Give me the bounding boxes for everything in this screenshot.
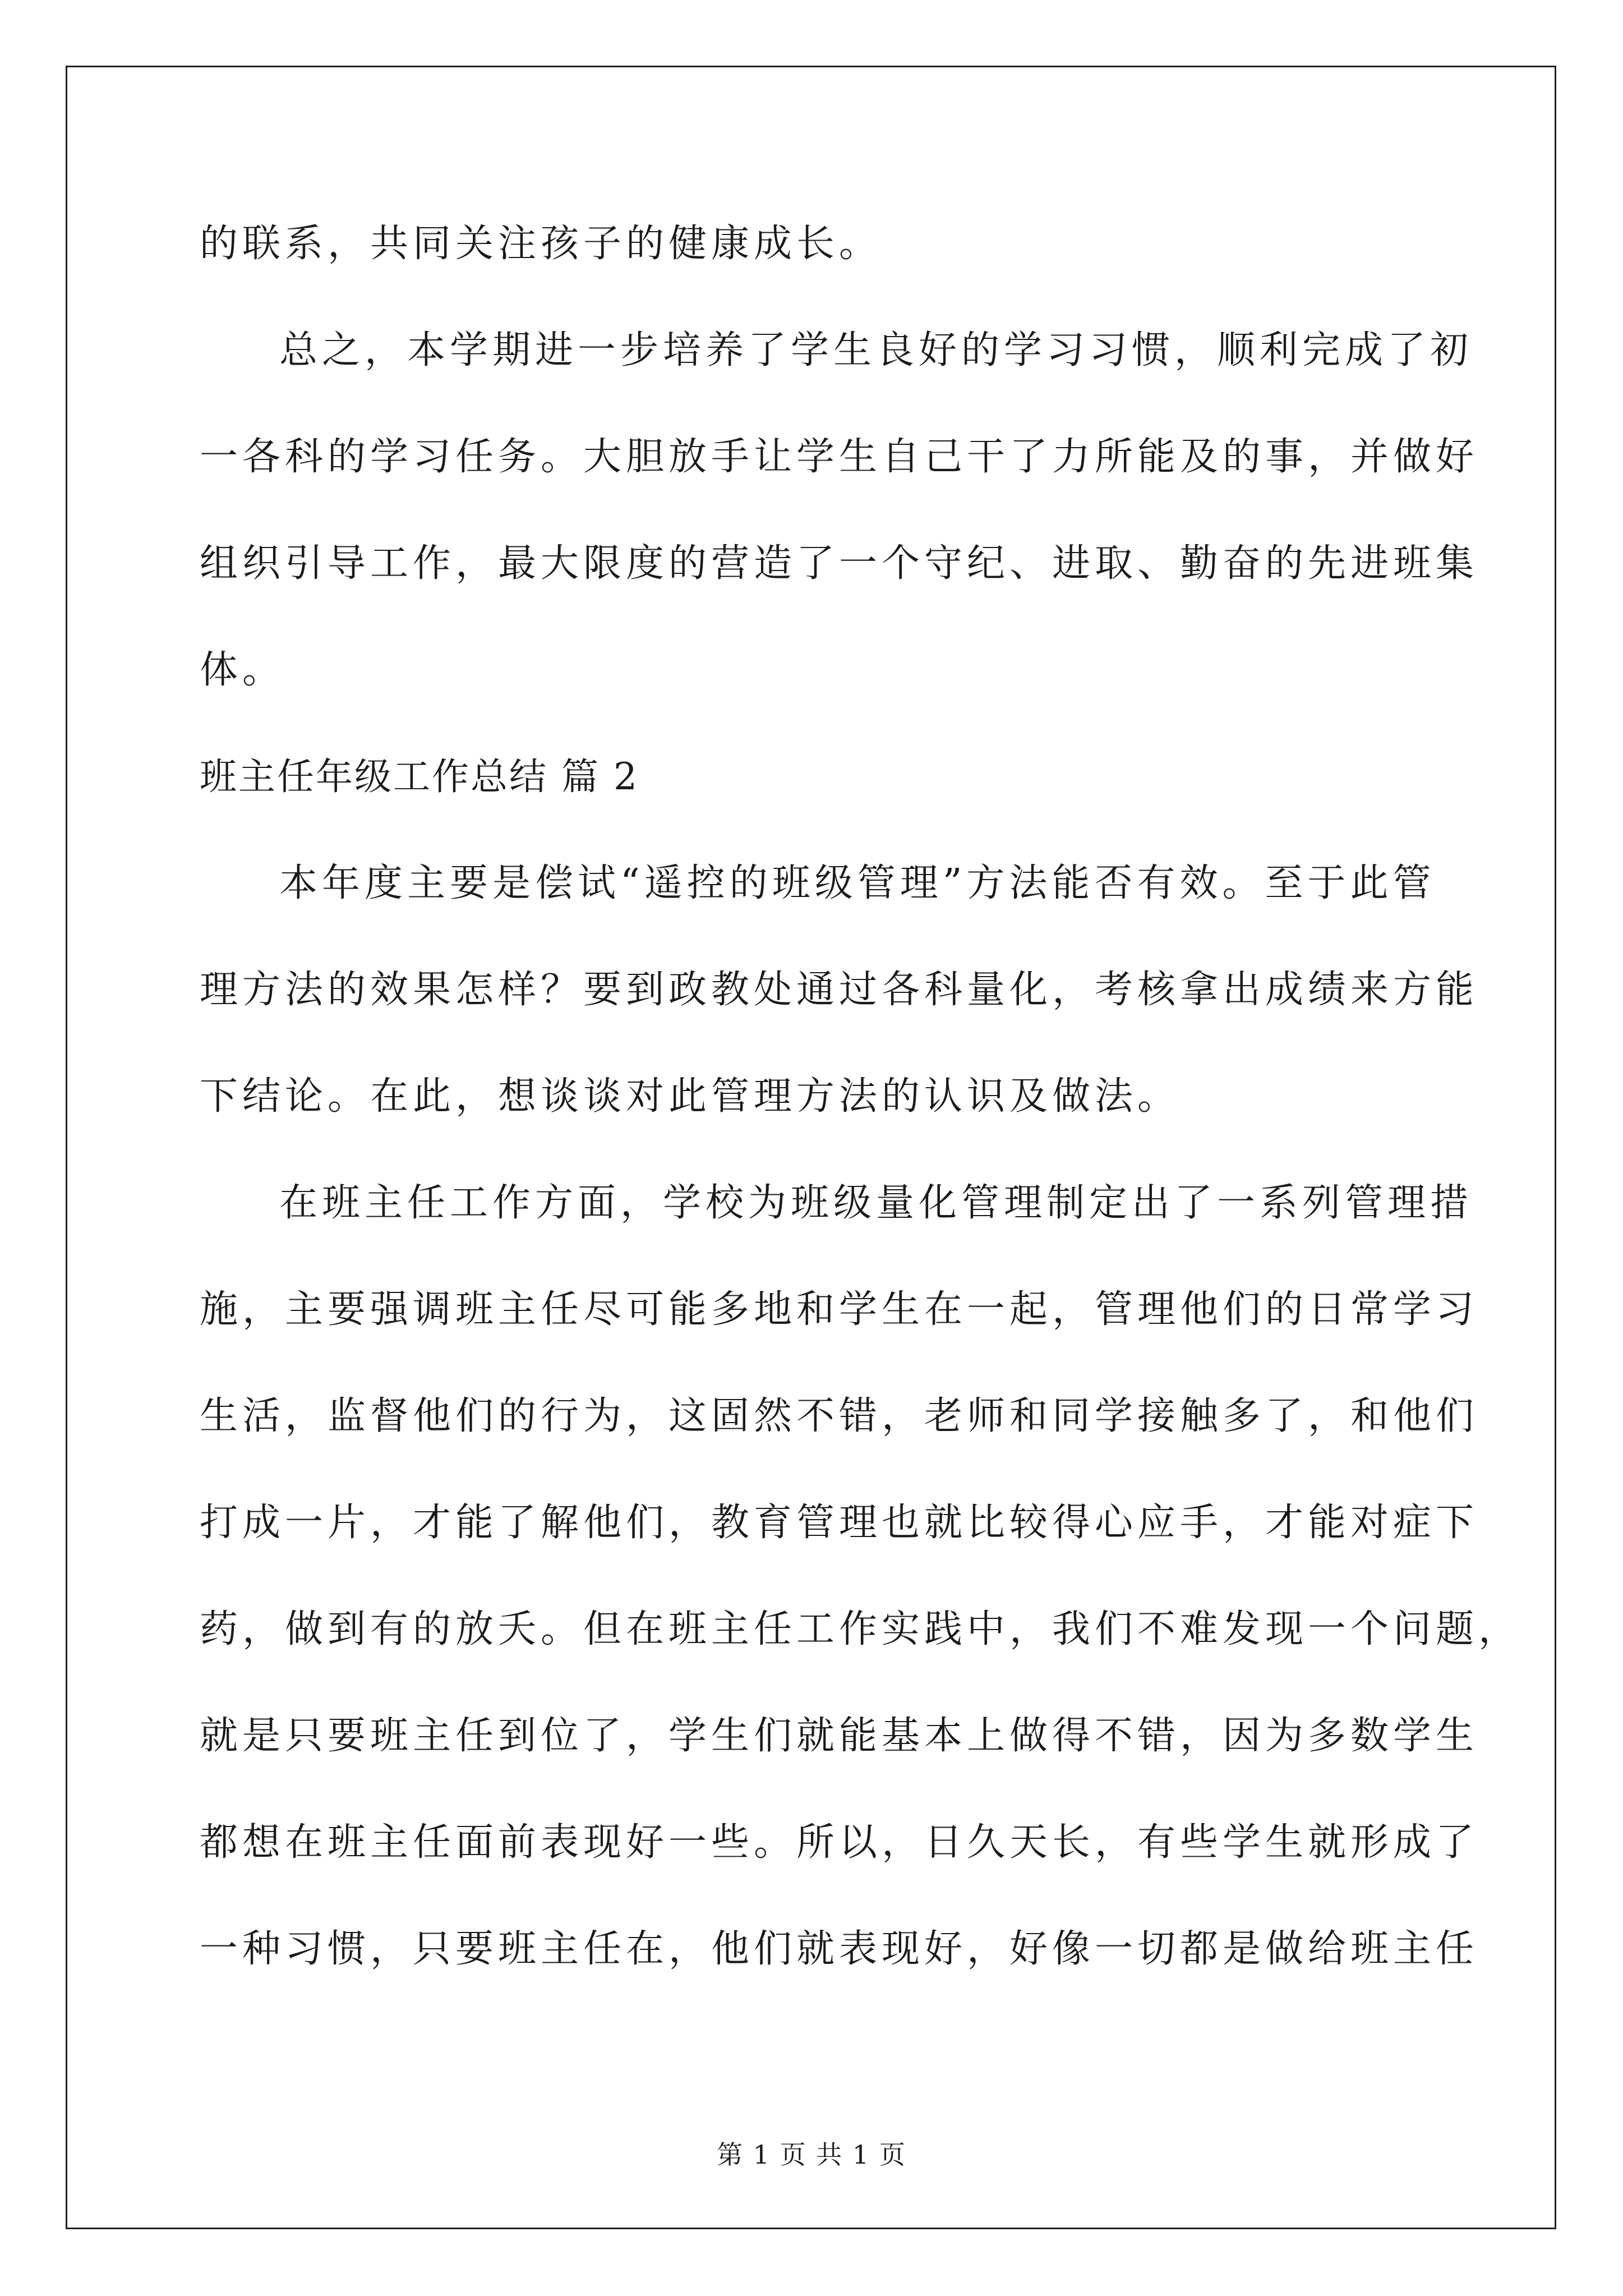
text-line: 都想在班主任面前表现好一些。所以，日久天长，有些学生就形成了 [200, 1820, 1479, 1865]
paragraph [200, 1150, 1521, 2003]
text-line: 体。 [200, 648, 285, 692]
text-line: 的联系，共同关注孩子的健康成长。 [200, 222, 882, 266]
text-line: 下结论。在此，想谈谈对此管理方法的认识及做法。 [200, 1074, 1181, 1119]
text-line: 组织引导工作，最大限度的营造了一个守纪、进取、勤奋的先进班集 [200, 541, 1479, 586]
paragraph [200, 191, 1439, 297]
text-line: 一各科的学习任务。大胆放手让学生自己干了力所能及的事，并做好 [200, 435, 1479, 479]
text-line: 就是只要班主任到位了，学生们就能基本上做得不错，因为多数学生 [200, 1714, 1479, 1758]
text-line: 在班主任工作方面，学校为班级量化管理制定出了一系列管理措 [279, 1181, 1473, 1225]
text-line: 打成一片，才能了解他们，教育管理也就比较得心应手，才能对症下 [200, 1501, 1479, 1545]
paragraph [200, 830, 1479, 1150]
section-heading: 班主任年级工作总结 篇 2 [200, 755, 639, 798]
text-line: 本年度主要是偿试“遥控的班级管理”方法能否有效。至于此管 [279, 861, 1436, 905]
text-line: 理方法的效果怎样？要到政教处通过各科量化，考核拿出成绩来方能 [200, 968, 1479, 1012]
text-line: 总之，本学期进一步培养了学生良好的学习习惯，顺利完成了初 [279, 328, 1473, 372]
paragraph [200, 297, 1479, 724]
text-line: 生活，监督他们的行为，这固然不错，老师和同学接触多了，和他们 [200, 1394, 1479, 1438]
text-line: 药，做到有的放夭。但在班主任工作实践中，我们不难发现一个问题， [200, 1607, 1521, 1651]
text-line: 一种习惯，只要班主任在，他们就表现好，好像一切都是做给班主任 [200, 1927, 1479, 1971]
text-line: 施，主要强调班主任尽可能多地和学生在一起，管理他们的日常学习 [200, 1287, 1479, 1332]
document-body [200, 191, 1521, 2003]
page-footer: 第 1 页 共 1 页 [717, 2139, 906, 2170]
